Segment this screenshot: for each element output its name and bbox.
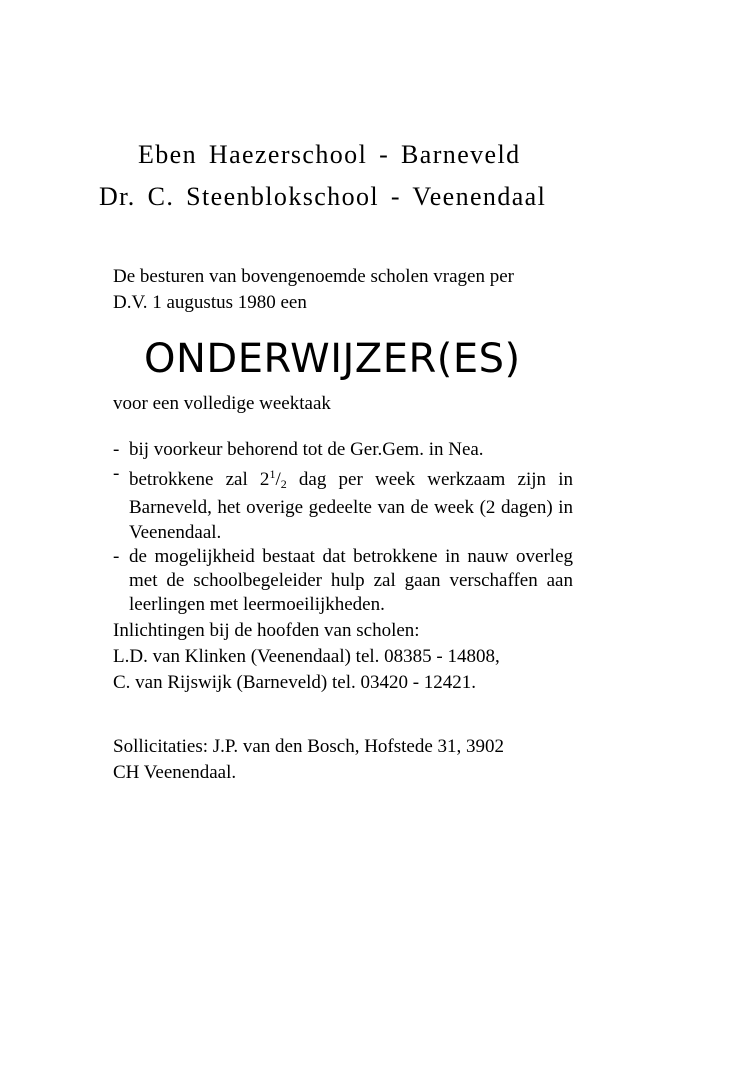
job-title-heading: ONDERWIJZER(ES) (144, 336, 521, 382)
dash-bullet: - (113, 545, 120, 567)
fraction-denominator: 2 (280, 477, 287, 492)
list-item (113, 438, 573, 462)
requirement-text-start: betrokkene zal 2 (129, 469, 270, 491)
school-name-veenendaal: Dr. C. Steenblokschool - Veenendaal (99, 182, 547, 211)
application-line-2: CH Veenendaal. (113, 762, 237, 783)
requirements-list (113, 438, 573, 617)
application-address (113, 734, 583, 786)
list-item (113, 462, 573, 545)
fraction-slash: / (275, 469, 281, 491)
dash-bullet: - (113, 439, 120, 460)
contact-information (113, 618, 583, 696)
list-item (113, 545, 573, 618)
requirement-text-end: dag per week werkzaam zijn in Barneveld, het overige gedeelte van de week (2 dagen) in Veenendaal. (129, 469, 573, 543)
school-name-barneveld: Eben Haezerschool - Barneveld (138, 140, 521, 169)
intro-line-2: D.V. 1 augustus 1980 een (113, 292, 307, 313)
contact-barneveld: C. van Rijswijk (Barneveld) tel. 03420 - 12421. (113, 672, 477, 693)
dash-bullet: - (113, 463, 120, 485)
intro-line-1: De besturen van bovengenoemde scholen vragen per (113, 266, 514, 287)
application-line-1: Sollicitaties: J.P. van den Bosch, Hofstede 31, 3902 (113, 736, 505, 757)
intro-paragraph (113, 264, 573, 316)
requirement-text: bij voorkeur behorend tot de Ger.Gem. in Nea. (129, 439, 484, 460)
fraction-numerator: 1 (269, 467, 276, 482)
contact-intro: Inlichtingen bij de hoofden van scholen: (113, 620, 420, 641)
contact-veenendaal: L.D. van Klinken (Veenendaal) tel. 08385 - 14808, (113, 646, 500, 667)
requirement-text: de mogelijkheid bestaat dat betrokkene in nauw overleg met de schoolbegeleider hulp zal gaan verschaffen aan leerlingen met leermoeilijkheden. (129, 545, 573, 616)
workload-subheading: voor een volledige weektaak (113, 393, 331, 414)
